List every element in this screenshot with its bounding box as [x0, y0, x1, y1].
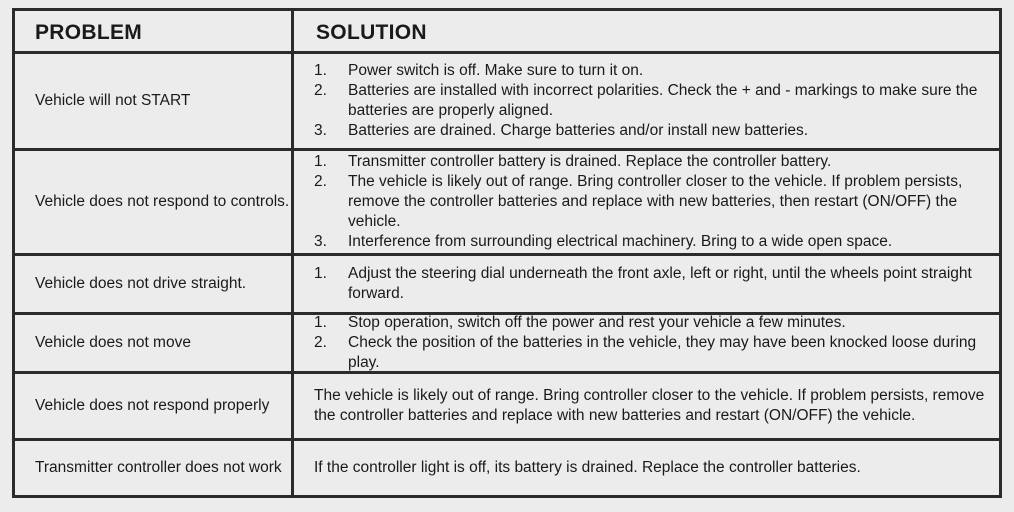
- solution-list: [314, 152, 985, 252]
- solution-number: 3.: [314, 122, 327, 139]
- solution-item: [314, 172, 985, 232]
- solution-list: [314, 315, 985, 371]
- solution-number: 2.: [314, 82, 327, 99]
- solution-text: The vehicle is likely out of range. Bring controller closer to the vehicle. If problem persists, remove the controller batteries and replace with new batteries and restart (ON/OFF) the vehicle.: [314, 387, 985, 424]
- problem-header: PROBLEM: [15, 11, 291, 51]
- problem-cell: Vehicle will not START: [15, 54, 291, 148]
- solution-text: Stop operation, switch off the power and rest your vehicle a few minutes.: [348, 315, 846, 331]
- solution-item: [314, 81, 985, 121]
- solution-cell: [294, 374, 999, 438]
- problem-cell: Vehicle does not drive straight.: [15, 256, 291, 312]
- solution-cell: [294, 54, 999, 148]
- solution-text: Batteries are drained. Charge batteries and/or install new batteries.: [348, 122, 809, 139]
- problem-cell: Vehicle does not respond to controls.: [15, 151, 291, 253]
- solution-item: [314, 232, 985, 252]
- solution-cell: [294, 315, 999, 371]
- solution-number: 2.: [314, 173, 327, 190]
- solution-number: 3.: [314, 233, 327, 250]
- solution-list: [314, 264, 985, 304]
- solution-item: [314, 315, 985, 333]
- solution-item: [314, 264, 985, 304]
- problem-cell: Vehicle does not move: [15, 315, 291, 371]
- solution-text: If the controller light is off, its battery is drained. Replace the controller batteries.: [314, 459, 861, 476]
- solution-list: [314, 61, 985, 141]
- solution-item: [314, 333, 985, 371]
- solution-text: The vehicle is likely out of range. Bring controller closer to the vehicle. If problem persists, remove the controller batteries and replace with new batteries, then restart (ON/OFF) the vehicle.: [348, 173, 963, 230]
- solution-cell: [294, 151, 999, 253]
- solution-cell: [294, 441, 999, 495]
- troubleshooting-table: [12, 8, 1002, 498]
- solution-number: 1.: [314, 265, 327, 282]
- solution-number: 1.: [314, 315, 327, 331]
- problem-cell: Transmitter controller does not work: [15, 441, 291, 495]
- problem-cell: Vehicle does not respond properly: [15, 374, 291, 438]
- solution-cell: [294, 256, 999, 312]
- solution-number: 2.: [314, 334, 327, 351]
- solution-item: [314, 152, 985, 172]
- solution-text: Adjust the steering dial underneath the front axle, left or right, until the wheels point straight forward.: [348, 265, 972, 302]
- solution-text: Interference from surrounding electrical machinery. Bring to a wide open space.: [348, 233, 893, 250]
- solution-text: Transmitter controller battery is drained. Replace the controller battery.: [348, 153, 832, 170]
- solution-header: SOLUTION: [294, 11, 999, 51]
- solution-item: [314, 121, 985, 141]
- solution-text: Power switch is off. Make sure to turn it on.: [348, 62, 644, 79]
- table-grid: [15, 11, 999, 495]
- solution-number: 1.: [314, 153, 327, 170]
- solution-text: Batteries are installed with incorrect polarities. Check the + and - markings to make sure the batteries are properly aligned.: [348, 82, 978, 119]
- solution-number: 1.: [314, 62, 327, 79]
- solution-item: [314, 61, 985, 81]
- solution-text: Check the position of the batteries in the vehicle, they may have been knocked loose during play.: [348, 334, 977, 371]
